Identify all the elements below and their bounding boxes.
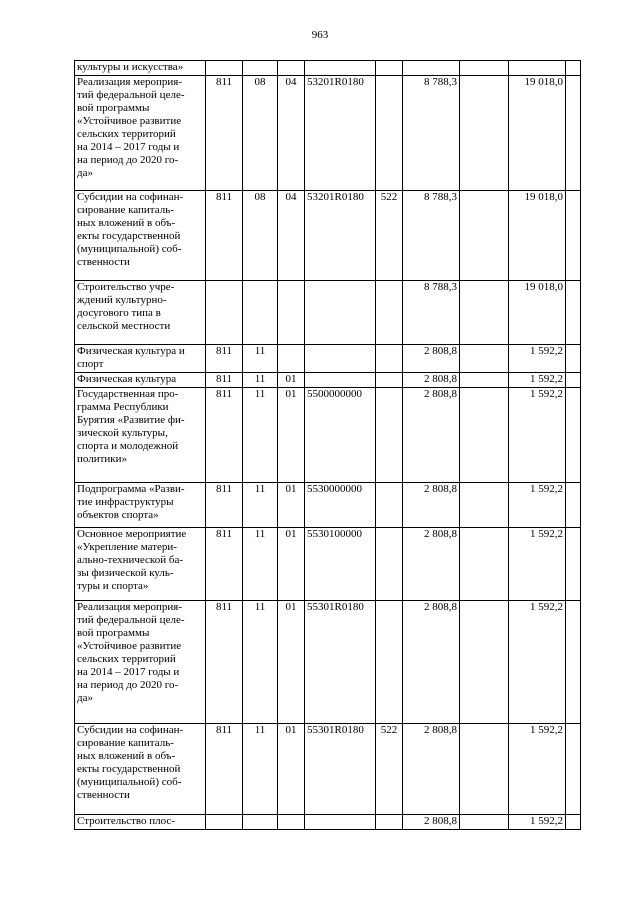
empty-cell <box>566 601 581 724</box>
row-name: Субсидии на софинан- сирование капиталь- ных вложений в объ- екты государственной (муниципальной) соб- ственности <box>75 724 206 815</box>
subsection-code: 01 <box>278 483 305 528</box>
empty-cell <box>566 483 581 528</box>
amount-1: 2 808,8 <box>403 373 460 388</box>
expense-type-code <box>376 601 403 724</box>
ved-code: 811 <box>206 76 243 191</box>
amount-1: 2 808,8 <box>403 815 460 830</box>
empty-cell <box>566 724 581 815</box>
row-name: Реализация мероприя- тий федеральной целе- вой программы «Устойчивое развитие сельских территорий на 2014 – 2017 годы и на период до 2020 го- да» <box>75 76 206 191</box>
amount-1 <box>403 61 460 76</box>
ved-code: 811 <box>206 345 243 373</box>
table-row <box>75 528 581 601</box>
table-row <box>75 601 581 724</box>
row-name: Реализация мероприя- тий федеральной целе- вой программы «Устойчивое развитие сельских территорий на 2014 – 2017 годы и на период до 2020 го- да» <box>75 601 206 724</box>
target-article-code: 5530100000 <box>305 528 376 601</box>
empty-cell <box>566 373 581 388</box>
subsection-code: 04 <box>278 76 305 191</box>
empty-cell <box>566 76 581 191</box>
ved-code: 811 <box>206 373 243 388</box>
subsection-code <box>278 815 305 830</box>
row-name: Строительство учре- ждений культурно- досугового типа в сельской местности <box>75 281 206 345</box>
target-article-code: 55301R0180 <box>305 601 376 724</box>
amount-1: 2 808,8 <box>403 601 460 724</box>
ved-code: 811 <box>206 528 243 601</box>
amount-2: 1 592,2 <box>509 601 566 724</box>
amount-2: 19 018,0 <box>509 191 566 281</box>
empty-cell <box>460 528 509 601</box>
amount-1: 2 808,8 <box>403 528 460 601</box>
table-row <box>75 483 581 528</box>
table-row <box>75 61 581 76</box>
subsection-code: 01 <box>278 373 305 388</box>
empty-cell <box>566 191 581 281</box>
amount-2: 1 592,2 <box>509 345 566 373</box>
section-code: 08 <box>243 191 278 281</box>
section-code <box>243 61 278 76</box>
amount-1: 8 788,3 <box>403 191 460 281</box>
target-article-code <box>305 373 376 388</box>
ved-code <box>206 61 243 76</box>
row-name: Основное мероприятие «Укрепление матери- ально-технической ба- зы физической куль- туры и спорта» <box>75 528 206 601</box>
section-code <box>243 815 278 830</box>
subsection-code: 01 <box>278 528 305 601</box>
expense-type-code <box>376 281 403 345</box>
amount-2: 19 018,0 <box>509 76 566 191</box>
target-article-code <box>305 815 376 830</box>
amount-1: 2 808,8 <box>403 388 460 483</box>
subsection-code <box>278 281 305 345</box>
section-code <box>243 281 278 345</box>
target-article-code: 53201R0180 <box>305 191 376 281</box>
table-row <box>75 345 581 373</box>
expense-type-code: 522 <box>376 191 403 281</box>
empty-cell <box>460 388 509 483</box>
expense-type-code <box>376 345 403 373</box>
section-code: 11 <box>243 601 278 724</box>
expense-type-code <box>376 76 403 191</box>
amount-2: 1 592,2 <box>509 483 566 528</box>
row-name: культуры и искусства» <box>75 61 206 76</box>
expense-type-code <box>376 61 403 76</box>
table-row <box>75 724 581 815</box>
target-article-code: 5500000000 <box>305 388 376 483</box>
row-name: Физическая культура и спорт <box>75 345 206 373</box>
row-name: Подпрограмма «Разви- тие инфраструктуры объектов спорта» <box>75 483 206 528</box>
subsection-code <box>278 61 305 76</box>
subsection-code: 01 <box>278 724 305 815</box>
amount-1: 8 788,3 <box>403 76 460 191</box>
row-name: Физическая культура <box>75 373 206 388</box>
ved-code: 811 <box>206 388 243 483</box>
empty-cell <box>460 281 509 345</box>
expense-type-code <box>376 815 403 830</box>
expense-type-code <box>376 388 403 483</box>
ved-code: 811 <box>206 724 243 815</box>
table-row <box>75 281 581 345</box>
subsection-code <box>278 345 305 373</box>
expense-type-code: 522 <box>376 724 403 815</box>
amount-1: 2 808,8 <box>403 724 460 815</box>
empty-cell <box>460 373 509 388</box>
amount-2: 1 592,2 <box>509 528 566 601</box>
budget-table <box>74 60 581 830</box>
row-name: Строительство плос- <box>75 815 206 830</box>
row-name: Государственная про- грамма Республики Бурятия «Развитие фи- зической культуры, спорта и молодежной политики» <box>75 388 206 483</box>
empty-cell <box>460 483 509 528</box>
subsection-code: 01 <box>278 601 305 724</box>
table-row <box>75 815 581 830</box>
amount-2: 1 592,2 <box>509 815 566 830</box>
amount-2: 1 592,2 <box>509 388 566 483</box>
target-article-code: 53201R0180 <box>305 76 376 191</box>
expense-type-code <box>376 483 403 528</box>
target-article-code: 55301R0180 <box>305 724 376 815</box>
table-row <box>75 76 581 191</box>
amount-1: 2 808,8 <box>403 345 460 373</box>
section-code: 11 <box>243 528 278 601</box>
ved-code: 811 <box>206 191 243 281</box>
target-article-code <box>305 281 376 345</box>
amount-2 <box>509 61 566 76</box>
row-name: Субсидии на софинан- сирование капиталь- ных вложений в объ- екты государственной (муниципальной) соб- ственности <box>75 191 206 281</box>
subsection-code: 01 <box>278 388 305 483</box>
empty-cell <box>566 528 581 601</box>
section-code: 08 <box>243 76 278 191</box>
empty-cell <box>460 345 509 373</box>
empty-cell <box>460 601 509 724</box>
page-number: 963 <box>311 29 329 41</box>
section-code: 11 <box>243 345 278 373</box>
empty-cell <box>566 345 581 373</box>
section-code: 11 <box>243 388 278 483</box>
empty-cell <box>460 815 509 830</box>
target-article-code <box>305 61 376 76</box>
amount-2: 1 592,2 <box>509 724 566 815</box>
ved-code <box>206 815 243 830</box>
section-code: 11 <box>243 724 278 815</box>
ved-code <box>206 281 243 345</box>
empty-cell <box>566 388 581 483</box>
section-code: 11 <box>243 483 278 528</box>
empty-cell <box>460 76 509 191</box>
target-article-code: 5530000000 <box>305 483 376 528</box>
amount-1: 8 788,3 <box>403 281 460 345</box>
target-article-code <box>305 345 376 373</box>
table-row <box>75 191 581 281</box>
empty-cell <box>566 281 581 345</box>
expense-type-code <box>376 528 403 601</box>
subsection-code: 04 <box>278 191 305 281</box>
empty-cell <box>566 61 581 76</box>
empty-cell <box>460 61 509 76</box>
amount-2: 1 592,2 <box>509 373 566 388</box>
amount-1: 2 808,8 <box>403 483 460 528</box>
empty-cell <box>566 815 581 830</box>
ved-code: 811 <box>206 601 243 724</box>
section-code: 11 <box>243 373 278 388</box>
empty-cell <box>460 724 509 815</box>
expense-type-code <box>376 373 403 388</box>
empty-cell <box>460 191 509 281</box>
ved-code: 811 <box>206 483 243 528</box>
table-row <box>75 388 581 483</box>
table-row <box>75 373 581 388</box>
amount-2: 19 018,0 <box>509 281 566 345</box>
